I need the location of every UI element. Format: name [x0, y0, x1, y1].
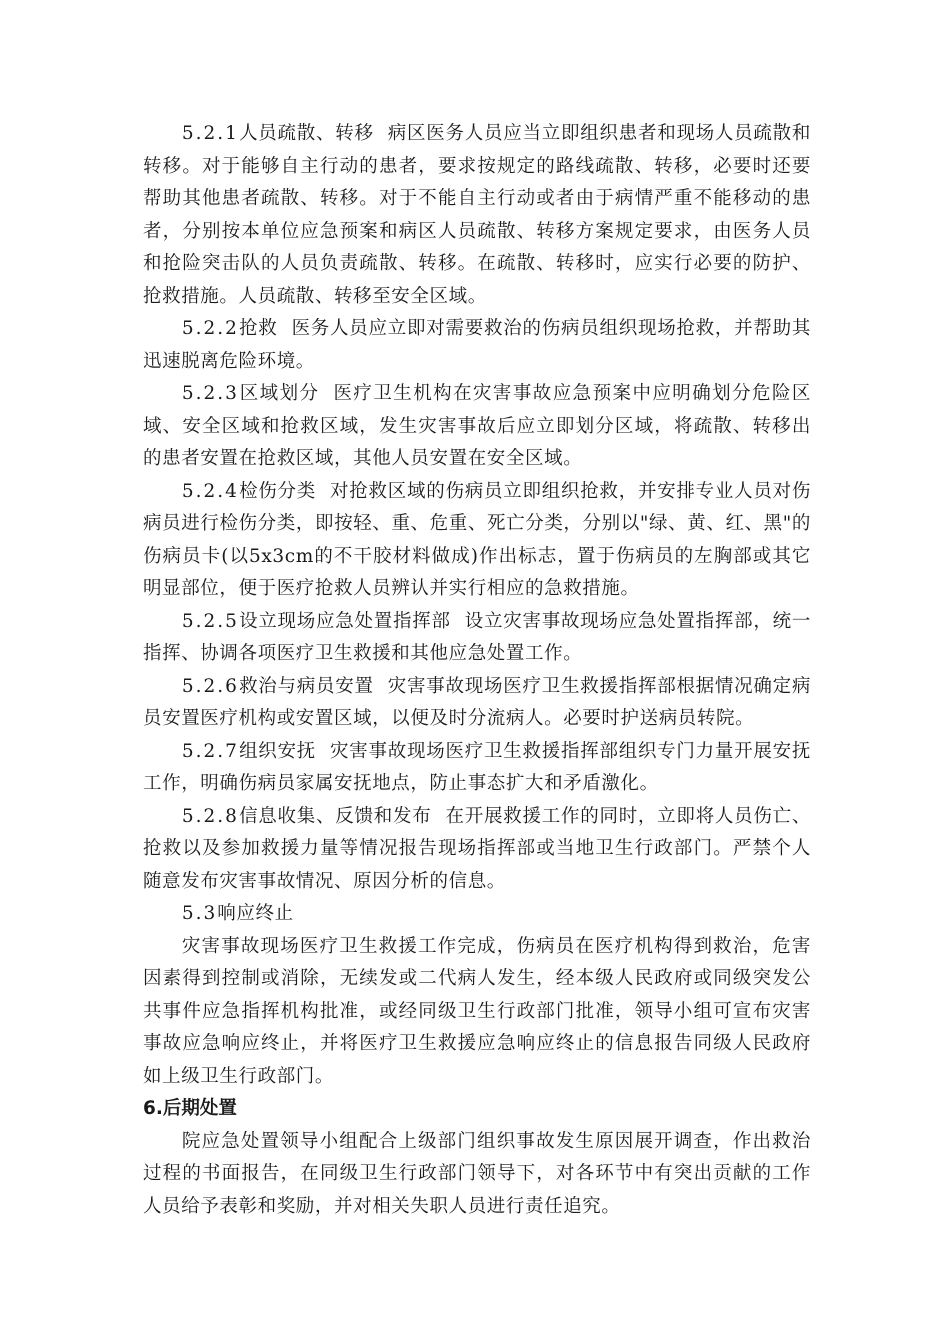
section-text: 在开展救援工作的同时，立即将人员伤亡、抢救以及参加救援力量等情况报告现场指挥部或当地卫生行政部门。严禁个人随意发布灾害事故情况、原因分析的信息。 [143, 805, 811, 892]
section-lead: 检伤分类 [238, 480, 317, 502]
section-number: 5.3 [181, 903, 218, 924]
section-5-2-8 [143, 801, 811, 899]
section-text: 灾害事故现场医疗卫生救援指挥部根据情况确定病员安置医疗机构或安置区域，以便及时分流病人。必要时护送病员转院。 [143, 675, 812, 729]
section-number: 5.2.1 [181, 123, 239, 144]
section-number: 5.2.7 [181, 740, 239, 762]
section-number: 5.2.4 [181, 480, 239, 502]
section-text: 病区医务人员应当立即组织患者和现场人员疏散和转移。对于能够自主行动的患者，要求按规定的路线疏散、转移，必要时还要帮助其他患者疏散、转移。对于不能自主行动或者由于病情严重不能移动的患者，分别按本单位应急预案和病区人员疏散、转移方案规定要求，由医务人员和抢险突击队的人员负责疏散、转移。在疏散、转移时，应实行必要的防护、抢救措施。人员疏散、转移至安全区域。 [143, 123, 812, 307]
section-5-2-3 [143, 378, 811, 476]
section-5-2-6 [143, 671, 811, 736]
section-number: 5.2.5 [181, 610, 239, 632]
section-lead: 设立现场应急处置指挥部 [238, 610, 451, 632]
section-5-3-title [143, 898, 811, 931]
section-lead: 组织安抚 [238, 740, 317, 762]
section-number: 5.2.3 [181, 383, 239, 404]
section-title: 响应终止 [217, 903, 294, 924]
section-5-2-5 [143, 606, 811, 671]
section-5-3-text: 灾害事故现场医疗卫生救援工作完成，伤病员在医疗机构得到救治，危害因素得到控制或消除，无续发或二代病人发生，经本级人民政府或同级突发公共事件应急指挥机构批准，或经同级卫生行政部门批准，领导小组可宣布灾害事故应急响应终止，并将医疗卫生救援应急响应终止的信息报告同级人民政府如上级卫生行政部门。 [143, 935, 811, 1087]
document-page [143, 118, 811, 1223]
section-lead: 区域划分 [238, 383, 320, 404]
section-5-2-4 [143, 476, 811, 606]
section-text: 对抢救区域的伤病员立即组织抢救，并安排专业人员对伤病员进行检伤分类，即按轻、重、危重、死亡分类，分别以"绿、黄、红、黑"的伤病员卡(以5x3cm的不干胶材料做成)作出标志，置于伤病员的左胸部或其它明显部位，便于医疗抢救人员辨认并实行相应的急救措施。 [143, 480, 811, 599]
section-lead: 人员疏散、转移 [238, 123, 374, 144]
section-number: 5.2.2 [181, 318, 239, 339]
aftermath-text: 院应急处置领导小组配合上级部门组织事故发生原因展开调查，作出救治过程的书面报告，在同级卫生行政部门领导下，对各环节中有突出贡献的工作人员给予表彰和奖励，并对相关失职人员进行责任追究。 [143, 1130, 811, 1217]
section-lead: 抢救 [238, 318, 278, 339]
section-text: 灾害事故现场医疗卫生救援指挥部组织专门力量开展安抚工作，明确伤病员家属安抚地点，防止事态扩大和矛盾激化。 [143, 740, 811, 794]
section-lead: 信息收集、反馈和发布 [238, 805, 432, 827]
section-5-2-2 [143, 313, 811, 378]
section-number: 5.2.6 [181, 675, 239, 697]
section-text: 医疗卫生机构在灾害事故应急预案中应明确划分危险区域、安全区域和抢救区域，发生灾害事故后应立即划分区域，将疏散、转移出的患者安置在抢救区域，其他人员安置在安全区域。 [143, 383, 811, 469]
section-text: 设立灾害事故现场应急处置指挥部，统一指挥、协调各项医疗卫生救援和其他应急处置工作。 [143, 610, 811, 664]
section-5-2-1 [143, 118, 811, 313]
section-lead: 救治与病员安置 [238, 675, 374, 697]
aftermath-heading: 6.后期处置 [143, 1098, 237, 1119]
section-5-2-7 [143, 736, 811, 801]
section-number: 5.2.8 [181, 805, 239, 827]
section-text: 医务人员应立即对需要救治的伤病员组织现场抢救，并帮助其迅速脱离危险环境。 [143, 318, 812, 372]
